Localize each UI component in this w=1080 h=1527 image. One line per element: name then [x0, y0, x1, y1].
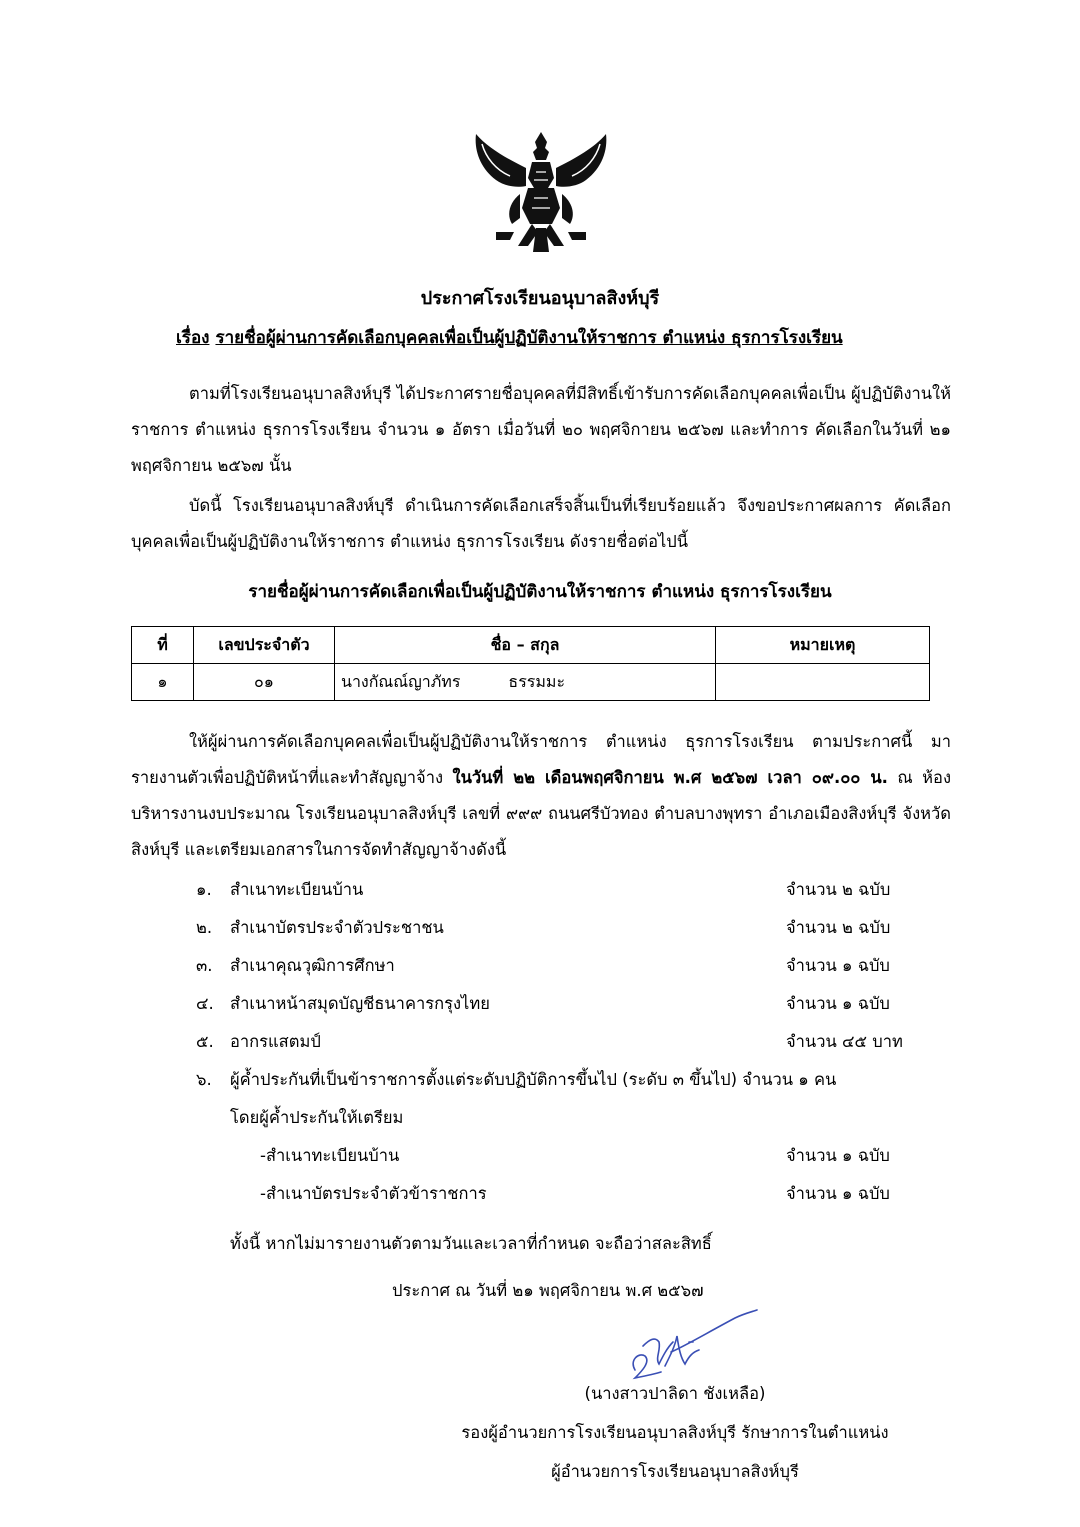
garuda-emblem-icon: [466, 128, 616, 258]
list-item: [196, 994, 956, 1032]
subject-label: เรื่อง: [176, 328, 210, 348]
cell-note: [716, 664, 930, 701]
list-item: [196, 1184, 956, 1222]
subject-text: รายชื่อผู้ผ่านการคัดเลือกบุคคลเพื่อเป็นผู้ปฏิบัติงานให้ราชการ ตำแหน่ง ธุรการโรงเรียน: [215, 328, 843, 348]
announcement-subject: [176, 328, 916, 348]
cell-id: ๐๑: [194, 664, 335, 701]
item-number: ๕.: [196, 1032, 214, 1051]
list-item: [196, 1146, 956, 1184]
cell-name: [335, 664, 716, 701]
announcement-title: ประกาศโรงเรียนอนุบาลสิงห์บุรี: [420, 288, 660, 309]
item-number: ๖.: [196, 1070, 212, 1089]
paragraph-3-end: ณ ห้องบริหารงานงบประมาณ โรงเรียนอนุบาลสิงห์บุรี เลขที่ ๙๙๙ ถนนศรีบัวทอง ตำบลบางพุทรา อำเภอเมืองสิงห์บุรี จังหวัดสิงห์บุรี และเตรียมเอกสารในการจัดทำสัญญาจ้างดังนี้: [131, 768, 952, 859]
signatory-position-2: ผู้อำนวยการโรงเรียนอนุบาลสิงห์บุรี: [551, 1462, 799, 1481]
item-quantity: จำนวน ๒ ฉบับ: [786, 918, 891, 937]
item-text: ผู้ค้ำประกันที่เป็นข้าราชการตั้งแต่ระดับปฏิบัติการขึ้นไป (ระดับ ๓ ขึ้นไป) จำนวน ๑ คน: [230, 1070, 837, 1089]
list-item: [196, 1108, 956, 1146]
signatory-position-1: รองผู้อำนวยการโรงเรียนอนุบาลสิงห์บุรี รักษาการในตำแหน่ง: [461, 1423, 889, 1442]
item-number: ๔.: [196, 994, 214, 1013]
table-row: [132, 664, 930, 701]
list-item: [196, 956, 956, 994]
guarantor-note: โดยผู้ค้ำประกันให้เตรียม: [230, 1108, 404, 1127]
paragraph-3: [131, 724, 951, 868]
item-number: ๑.: [196, 880, 212, 899]
header-id: เลขประจำตัว: [194, 627, 335, 664]
paragraph-1-text: ตามที่โรงเรียนอนุบาลสิงห์บุรี ได้ประกาศรายชื่อบุคคลที่มีสิทธิ์เข้ารับการคัดเลือกบุคคลเพื่อเป็น ผู้ปฏิบัติงานให้ราชการ ตำแหน่ง ธุรการโรงเรียน จำนวน ๑ อัตรา เมื่อวันที่ ๒๐ พฤศจิกายน ๒๕๖๗ และทำการ คัดเลือกในวันที่ ๒๑ พฤศจิกายน ๒๕๖๗ นั้น: [131, 384, 951, 475]
item-quantity: จำนวน ๑ ฉบับ: [786, 1146, 890, 1165]
header-note: หมายเหตุ: [716, 627, 930, 664]
signature-icon: [615, 1306, 765, 1386]
paragraph-3-start: ให้ผู้ผ่านการคัดเลือกบุคคลเพื่อเป็นผู้ปฏิบัติงานให้ราชการ ตำแหน่ง ธุรการโรงเรียน ตามประกาศนี้ มารายงานตัวเพื่อปฏิบัติหน้าที่และทำสัญญาจ้าง: [131, 732, 951, 787]
table-title: รายชื่อผู้ผ่านการคัดเลือกเพื่อเป็นผู้ปฏิบัติงานให้ราชการ ตำแหน่ง ธุรการโรงเรียน: [248, 582, 832, 602]
item-text: -สำเนาบัตรประจำตัวข้าราชการ: [260, 1184, 487, 1203]
paragraph-1: [131, 376, 951, 484]
item-text: -สำเนาทะเบียนบ้าน: [260, 1146, 400, 1165]
header-no: ที่: [132, 627, 194, 664]
signatory-name: (นางสาวปาลิดา ชังเหลือ): [584, 1384, 766, 1403]
results-table: [131, 626, 930, 701]
list-item: [196, 1070, 956, 1108]
list-item: [196, 918, 956, 956]
first-name: นางกัณณ์ญาภัทร: [341, 672, 461, 692]
item-text: อากรแสตมป์: [230, 1032, 321, 1051]
item-quantity: จำนวน ๑ ฉบับ: [786, 956, 890, 975]
last-name: ธรรมมะ: [508, 672, 566, 692]
item-quantity: จำนวน ๑ ฉบับ: [786, 1184, 890, 1203]
document-list: [196, 880, 956, 1222]
item-quantity: จำนวน ๑ ฉบับ: [786, 994, 890, 1013]
item-number: ๓.: [196, 956, 213, 975]
item-text: สำเนาบัตรประจำตัวประชาชน: [230, 918, 444, 937]
table-header-row: [132, 627, 930, 664]
paragraph-2-text: บัดนี้ โรงเรียนอนุบาลสิงห์บุรี ดำเนินการคัดเลือกเสร็จสิ้นเป็นที่เรียบร้อยแล้ว จึงขอประกาศผลการ คัดเลือกบุคคลเพื่อเป็นผู้ปฏิบัติงานให้ราชการ ตำแหน่ง ธุรการโรงเรียน ดังรายชื่อต่อไปนี้: [131, 496, 951, 551]
list-item: [196, 1032, 956, 1070]
announced-date: ประกาศ ณ วันที่ ๒๑ พฤศจิกายน พ.ศ ๒๕๖๗: [392, 1281, 704, 1300]
item-number: ๒.: [196, 918, 213, 937]
closing-statement: ทั้งนี้ หากไม่มารายงานตัวตามวันและเวลาที่กำหนด จะถือว่าสละสิทธิ์: [230, 1234, 712, 1253]
paragraph-3-datetime: ในวันที่ ๒๒ เดือนพฤศจิกายน พ.ศ ๒๕๖๗ เวลา ๐๙.๐๐ น.: [452, 768, 888, 787]
item-quantity: จำนวน ๒ ฉบับ: [786, 880, 891, 899]
item-text: สำเนาหน้าสมุดบัญชีธนาคารกรุงไทย: [230, 994, 490, 1013]
item-quantity: จำนวน ๔๕ บาท: [786, 1032, 903, 1051]
cell-no: ๑: [132, 664, 194, 701]
header-name: ชื่อ – สกุล: [335, 627, 716, 664]
paragraph-2: [131, 488, 951, 560]
item-text: สำเนาทะเบียนบ้าน: [230, 880, 364, 899]
list-item: [196, 880, 956, 918]
item-text: สำเนาคุณวุฒิการศึกษา: [230, 956, 395, 975]
